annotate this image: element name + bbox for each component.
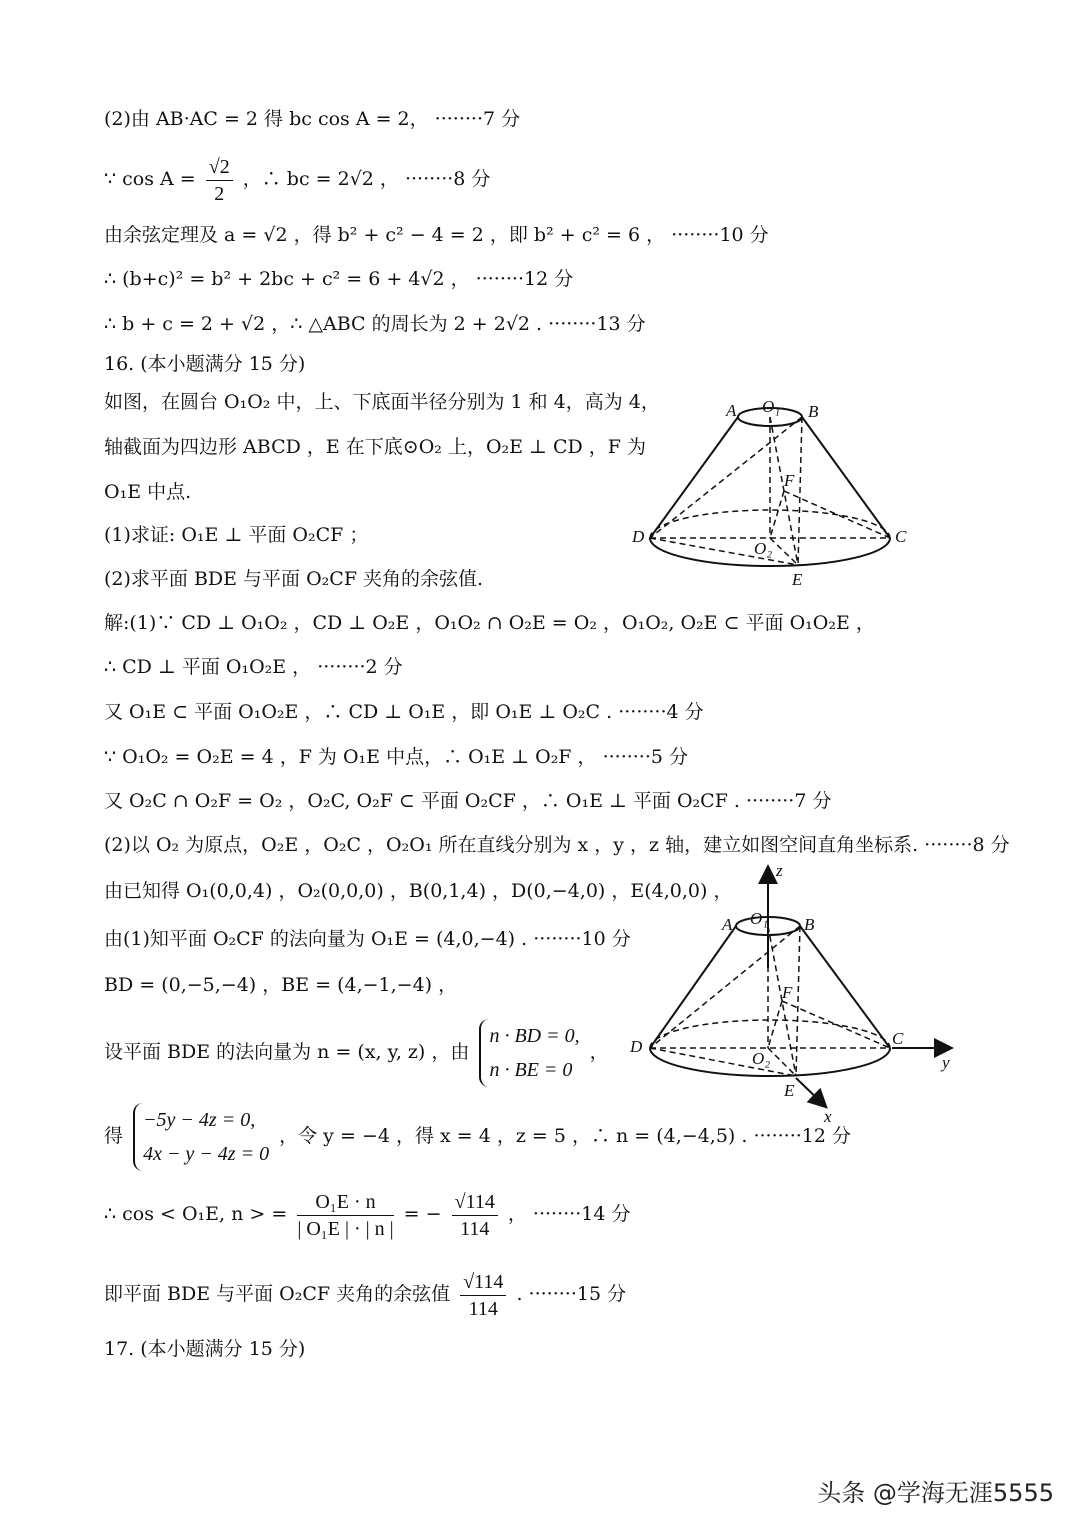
line-12: 解:(1)∵ CD ⊥ O₁O₂ ，CD ⊥ O₂E ，O₁O₂ ∩ O₂E = O₂ ，O₁O₂, O₂E ⊂ 平面 O₁O₂E ， (104, 612, 875, 634)
fraction-sqrt2-over-2 (206, 154, 233, 207)
edge-BC-2 (800, 926, 890, 1048)
final-denominator: 114 (468, 1297, 498, 1320)
label-O1: O₁ (762, 397, 781, 416)
label-D: D (632, 527, 645, 546)
line-23-lead: ∴ cos < O₁E, n > = (104, 1203, 288, 1225)
result-fraction (452, 1189, 498, 1242)
line-8: 轴截面为四边形 ABCD ，E 在下底⊙O₂ 上，O₂E ⊥ CD ，F 为 (104, 436, 646, 458)
bottom-back-arc (650, 510, 890, 538)
final-fraction (460, 1269, 506, 1322)
line-1: (2)由 AB·AC = 2 得 bc cos A = 2， ········7 分 (104, 108, 521, 130)
line-22-tail: ，令 y = −4 ，得 x = 4 ，z = 5 ，∴ n = (4,−4,5) . ········12 分 (279, 1125, 851, 1147)
edge-BC (802, 417, 890, 538)
line-24-lead: 即平面 BDE 与平面 O₂CF 夹角的余弦值 (104, 1283, 451, 1305)
label-O2-2: O₂ (752, 1049, 771, 1068)
equation-system-2 (133, 1103, 269, 1171)
line-24-tail: . ········15 分 (516, 1283, 627, 1305)
line-21 (104, 1016, 609, 1088)
label-C: C (895, 527, 907, 546)
label-y-axis: y (942, 1053, 950, 1072)
question-2: (2)求平面 BDE 与平面 O₂CF 夹角的余弦值. (104, 568, 484, 590)
segment-BE (798, 417, 802, 565)
line-24 (104, 1264, 626, 1324)
label-B: B (808, 402, 819, 421)
label-A-2: A (722, 915, 733, 934)
fraction-denominator: 2 (214, 182, 225, 205)
line-16: 又 O₂C ∩ O₂F = O₂ ，O₂C, O₂F ⊂ 平面 O₂CF ，∴ O₁E ⊥ 平面 O₂CF . ········7 分 (104, 790, 832, 812)
label-O2: O₂ (754, 539, 773, 558)
segment-BD-2 (650, 926, 800, 1048)
system-1-eq-2: n · BE = 0 (489, 1059, 573, 1081)
fraction-numerator: √2 (206, 154, 233, 181)
system-2-eq-2: 4x − y − 4z = 0 (143, 1143, 270, 1165)
label-E-2: E (784, 1081, 795, 1100)
line-23 (104, 1184, 630, 1244)
system-2-eq-1: −5y − 4z = 0, (143, 1109, 256, 1131)
line-2-tail: ，∴ bc = 2√2 ， ········8 分 (242, 168, 491, 190)
label-C-2: C (892, 1029, 904, 1048)
line-3: 由余弦定理及 a = √2 ，得 b² + c² − 4 = 2 ，即 b² + c² = 6 ， ········10 分 (104, 224, 769, 246)
cosine-numerator: O₁E · n (297, 1189, 393, 1216)
equation-system-1 (479, 1019, 579, 1087)
line-22-lead: 得 (104, 1125, 124, 1147)
line-20: BD = (0,−5,−4) ，BE = (4,−1,−4) ， (104, 974, 458, 996)
line-7: 如图，在圆台 O₁O₂ 中，上、下底面半径分别为 1 和 4，高为 4， (104, 391, 660, 413)
cosine-denominator: | O₁E | · | n | (297, 1217, 394, 1240)
line-4: ∴ (b+c)² = b² + 2bc + c² = 6 + 4√2 ， ········12 分 (104, 268, 574, 290)
label-F: F (784, 471, 795, 490)
label-B-2: B (804, 915, 815, 934)
line-2 (104, 150, 490, 208)
edge-AD-2 (650, 926, 736, 1048)
final-numerator: √114 (460, 1269, 506, 1296)
label-O1-2: O₁ (750, 909, 769, 928)
line-18: 由已知得 O₁(0,0,4) ，O₂(0,0,0) ，B(0,1,4) ，D(0,−4,0) ，E(4,0,0) ， (104, 880, 733, 902)
line-21-lead: 设平面 BDE 的法向量为 n = (x, y, z) ，由 (104, 1041, 470, 1063)
line-5: ∴ b + c = 2 + √2 ，∴ △ABC 的周长为 2 + 2√2 . ········13 分 (104, 313, 646, 335)
line-23-eq: = − (403, 1203, 442, 1225)
segment-FO2-2 (768, 1001, 782, 1048)
watermark: 头条 @学海无涯5555 (817, 1479, 1054, 1507)
label-E: E (792, 570, 803, 589)
line-23-tail: ， ········14 分 (507, 1203, 631, 1225)
frustum-figure-2-coordinates (620, 858, 960, 1128)
problem-16-heading: 16. (本小题满分 15 分) (104, 353, 306, 375)
label-D-2: D (630, 1037, 643, 1056)
result-numerator: √114 (452, 1189, 498, 1216)
line-2-lead: ∵ cos A = (104, 168, 196, 190)
line-17: (2)以 O₂ 为原点，O₂E ，O₂C ，O₂O₁ 所在直线分别为 x ，y ，z 轴，建立如图空间直角坐标系. ········8 分 (104, 834, 1010, 856)
segment-DE (650, 538, 798, 565)
segment-BE-2 (796, 926, 800, 1076)
line-9: O₁E 中点. (104, 481, 192, 503)
question-1: (1)求证: O₁E ⊥ 平面 O₂CF ； (104, 524, 369, 546)
line-21-tail: ， (589, 1041, 609, 1063)
x-axis (796, 1078, 825, 1106)
label-F-2: F (782, 983, 793, 1002)
cosine-fraction (297, 1189, 393, 1242)
segment-FO2 (770, 491, 784, 538)
frustum-figure-1 (620, 390, 920, 590)
problem-17-heading: 17. (本小题满分 15 分) (104, 1338, 306, 1360)
result-denominator: 114 (460, 1217, 490, 1240)
line-13: ∴ CD ⊥ 平面 O₁O₂E ， ········2 分 (104, 656, 403, 678)
label-A: A (726, 401, 737, 420)
segment-DE-2 (650, 1048, 796, 1076)
edge-AD (650, 417, 738, 538)
segment-O2E (770, 538, 798, 565)
line-14: 又 O₁E ⊂ 平面 O₁O₂E ，∴ CD ⊥ O₁E ，即 O₁E ⊥ O₂C . ········4 分 (104, 701, 704, 723)
line-19: 由(1)知平面 O₂CF 的法向量为 O₁E = (4,0,−4) . ········10 分 (104, 928, 631, 950)
label-x-axis: x (824, 1107, 832, 1126)
label-z-axis: z (776, 861, 783, 880)
line-15: ∵ O₁O₂ = O₂E = 4 ，F 为 O₁E 中点，∴ O₁E ⊥ O₂F ， ········5 分 (104, 746, 689, 768)
system-1-eq-1: n · BD = 0, (489, 1025, 580, 1047)
